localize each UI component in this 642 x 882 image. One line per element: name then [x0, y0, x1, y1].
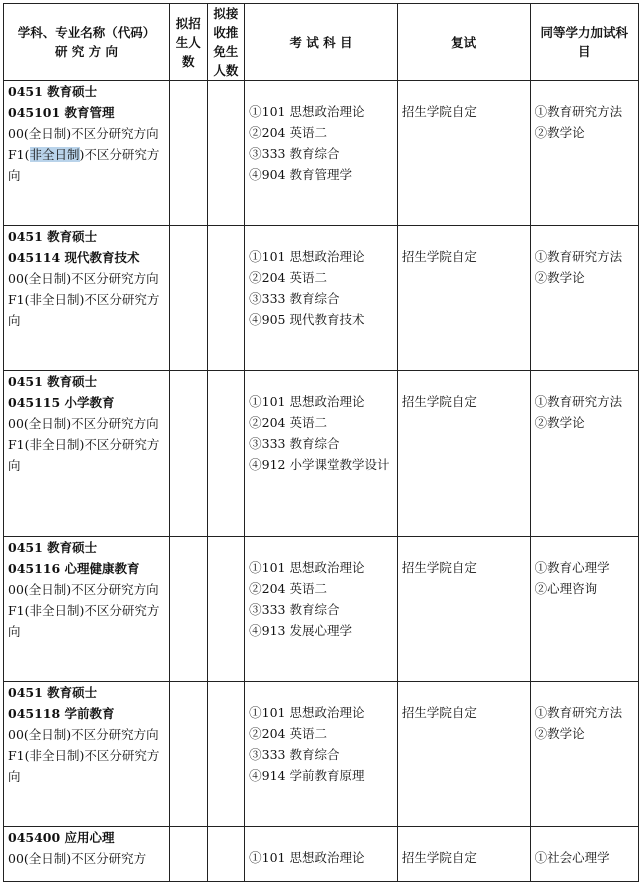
subject-item: ③333 教育综合	[249, 602, 340, 617]
exempt-count-cell	[207, 226, 245, 371]
planned-count-cell	[169, 537, 207, 682]
header-planned-count: 拟招生人数	[169, 4, 207, 81]
subject-item: ③333 教育综合	[249, 436, 340, 451]
major-cell	[4, 827, 170, 882]
direction-full-time: 00(全日制)不区分研究方向	[8, 416, 159, 431]
retest-cell: 招生学院自定	[397, 226, 530, 371]
direction-full-time: 00(全日制)不区分研究方向	[8, 582, 159, 597]
header-retest: 复试	[397, 4, 530, 81]
major-cell	[4, 226, 170, 371]
major-cell	[4, 371, 170, 537]
table-row	[4, 537, 639, 682]
selected-text[interactable]: 非全日制	[29, 147, 80, 162]
extra-subject-item: ②心理咨询	[534, 581, 598, 596]
extra-subject-item: ①社会心理学	[534, 850, 610, 865]
table-row	[4, 226, 639, 371]
equivalent-subjects-cell	[530, 226, 638, 371]
retest-cell: 招生学院自定	[397, 827, 530, 882]
subject-item: ③333 教育综合	[249, 747, 340, 762]
direction-part-time: F1(非全日制)不区分研究方向	[8, 147, 160, 183]
direction-part-time: F1(非全日制)不区分研究方向	[8, 603, 160, 639]
planned-count-cell	[169, 827, 207, 882]
extra-subject-item: ①教育心理学	[534, 560, 610, 575]
major-cell	[4, 81, 170, 226]
extra-subject-item: ②教学论	[534, 726, 585, 741]
planned-count-cell	[169, 682, 207, 827]
admission-table	[3, 3, 639, 882]
subject-item: ④913 发展心理学	[249, 623, 352, 638]
table-row	[4, 827, 639, 882]
subject-item: ①101 思想政治理论	[249, 104, 365, 119]
category-label: 0451 教育硕士	[8, 229, 98, 244]
subject-item: ①101 思想政治理论	[249, 560, 365, 575]
equivalent-subjects-cell	[530, 371, 638, 537]
retest-cell: 招生学院自定	[397, 371, 530, 537]
major-label: 045116 心理健康教育	[8, 561, 140, 576]
exam-subjects-cell	[245, 537, 398, 682]
category-label: 0451 教育硕士	[8, 540, 98, 555]
subject-item: ②204 英语二	[249, 125, 327, 140]
category-label: 0451 教育硕士	[8, 84, 98, 99]
subject-item: ③333 教育综合	[249, 291, 340, 306]
table-row	[4, 81, 639, 226]
retest-cell: 招生学院自定	[397, 682, 530, 827]
subject-item: ④914 学前教育原理	[249, 768, 365, 783]
planned-count-cell	[169, 226, 207, 371]
header-equivalent-subjects: 同等学力加试科目	[530, 4, 638, 81]
planned-count-cell	[169, 81, 207, 226]
retest-cell: 招生学院自定	[397, 81, 530, 226]
subject-item: ④912 小学课堂教学设计	[249, 457, 390, 472]
major-label: 045400 应用心理	[8, 830, 115, 845]
direction-full-time: 00(全日制)不区分研究方向	[8, 126, 159, 141]
major-cell	[4, 537, 170, 682]
direction-part-time: F1(非全日制)不区分研究方向	[8, 748, 160, 784]
extra-subject-item: ①教育研究方法	[534, 394, 623, 409]
extra-subject-item: ①教育研究方法	[534, 705, 623, 720]
retest-cell: 招生学院自定	[397, 537, 530, 682]
major-label: 045118 学前教育	[8, 706, 115, 721]
subject-item: ④905 现代教育技术	[249, 312, 365, 327]
header-exam-subjects: 考 试 科 目	[245, 4, 398, 81]
extra-subject-item: ①教育研究方法	[534, 249, 623, 264]
extra-subject-item: ②教学论	[534, 125, 585, 140]
major-label: 045114 现代教育技术	[8, 250, 140, 265]
exam-subjects-cell	[245, 81, 398, 226]
subject-item: ①101 思想政治理论	[249, 850, 365, 865]
major-cell	[4, 682, 170, 827]
subject-item: ②204 英语二	[249, 726, 327, 741]
equivalent-subjects-cell	[530, 537, 638, 682]
exempt-count-cell	[207, 371, 245, 537]
direction-full-time: 00(全日制)不区分研究方向	[8, 727, 159, 742]
direction-part-time: F1(非全日制)不区分研究方向	[8, 292, 160, 328]
subject-item: ③333 教育综合	[249, 146, 340, 161]
extra-subject-item: ②教学论	[534, 415, 585, 430]
category-label: 0451 教育硕士	[8, 374, 98, 389]
extra-subject-item: ②教学论	[534, 270, 585, 285]
exempt-count-cell	[207, 827, 245, 882]
direction-full-time: 00(全日制)不区分研究方向	[8, 271, 159, 286]
exempt-count-cell	[207, 682, 245, 827]
direction-part-time: F1(非全日制)不区分研究方向	[8, 437, 160, 473]
subject-item: ④904 教育管理学	[249, 167, 352, 182]
equivalent-subjects-cell	[530, 827, 638, 882]
exam-subjects-cell	[245, 827, 398, 882]
subject-item: ①101 思想政治理论	[249, 705, 365, 720]
table-row	[4, 371, 639, 537]
extra-subject-item: ①教育研究方法	[534, 104, 623, 119]
subject-item: ①101 思想政治理论	[249, 249, 365, 264]
exempt-count-cell	[207, 81, 245, 226]
planned-count-cell	[169, 371, 207, 537]
table-row	[4, 682, 639, 827]
exam-subjects-cell	[245, 682, 398, 827]
exam-subjects-cell	[245, 226, 398, 371]
header-major: 学科、专业名称（代码） 研 究 方 向	[4, 4, 170, 81]
subject-item: ②204 英语二	[249, 415, 327, 430]
header-exempt-count: 拟接收推免生人数	[207, 4, 245, 81]
equivalent-subjects-cell	[530, 81, 638, 226]
exam-subjects-cell	[245, 371, 398, 537]
exempt-count-cell	[207, 537, 245, 682]
subject-item: ②204 英语二	[249, 581, 327, 596]
major-label: 045115 小学教育	[8, 395, 115, 410]
equivalent-subjects-cell	[530, 682, 638, 827]
subject-item: ①101 思想政治理论	[249, 394, 365, 409]
category-label: 0451 教育硕士	[8, 685, 98, 700]
subject-item: ②204 英语二	[249, 270, 327, 285]
direction-full-time: 00(全日制)不区分研究方	[8, 851, 147, 866]
major-label: 045101 教育管理	[8, 105, 115, 120]
